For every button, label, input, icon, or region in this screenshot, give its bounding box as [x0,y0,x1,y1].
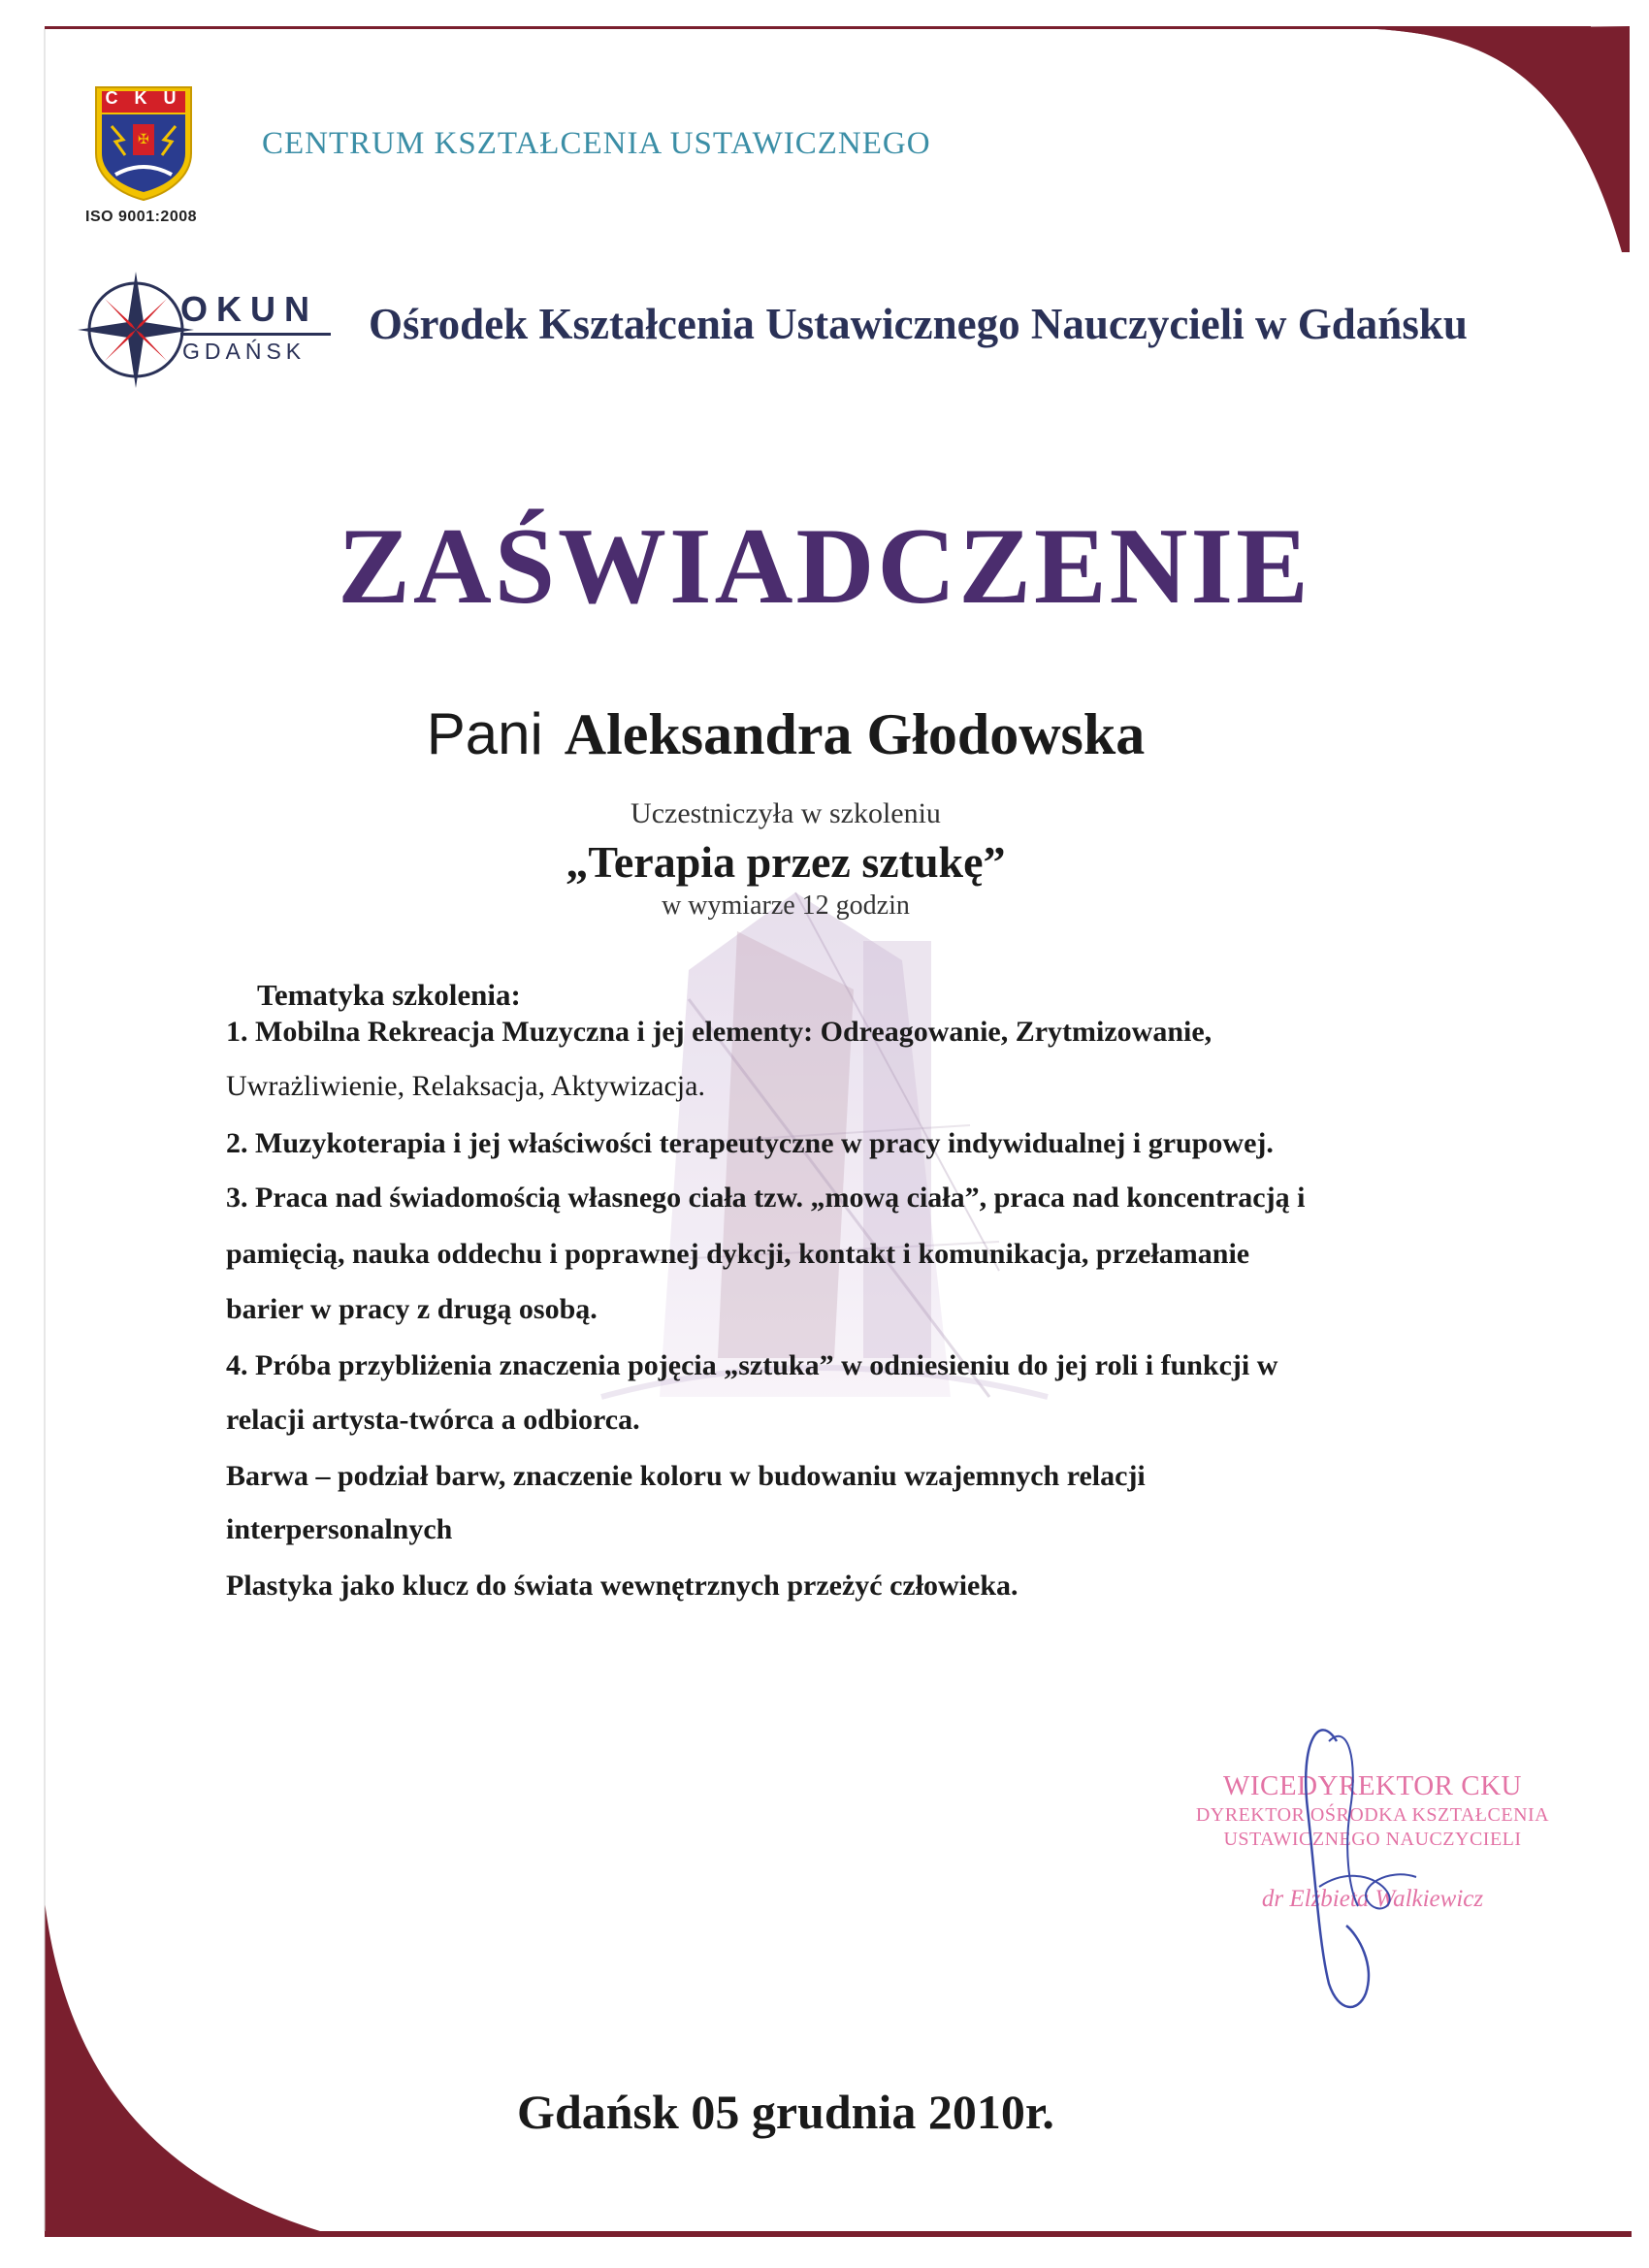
topic-line: relacji artysta-twórca a odbiorca. [226,1404,640,1436]
topic-line: 3. Praca nad świadomością własnego ciała tzw. „mową ciała”, praca nad koncentracją i [226,1182,1306,1214]
participation-text: Uczestniczyła w szkoleniu [630,797,941,829]
cku-logo-text: C K U [105,88,182,108]
stamp-signatory: dr Elżbieta Walkiewicz [1261,1886,1484,1912]
topic-line: interpersonalnych [226,1513,453,1545]
stamp-line-1: WICEDYREKTOR CKU [1223,1770,1522,1801]
course-duration: w wymiarze 12 godzin [662,891,910,921]
okun-institution-name: Ośrodek Kształcenia Ustawicznego Nauczycieli w Gdańsku [369,300,1468,348]
okun-city: GDAŃSK [182,339,307,364]
svg-text:✠: ✠ [138,132,149,147]
topic-line: barier w pracy z drugą osobą. [226,1293,598,1325]
certificate-title: ZAŚWIADCZENIE [338,506,1311,627]
course-name: „Terapia przez sztukę” [566,837,1006,887]
topics-heading: Tematyka szkolenia: [257,978,521,1012]
topic-line: 1. Mobilna Rekreacja Muzyczna i jej elementy: Odreagowanie, Zrytmizowanie, [226,1016,1212,1048]
cku-institution-name: CENTRUM KSZTAŁCENIA USTAWICZNEGO [262,126,931,161]
okun-divider [180,333,331,336]
topic-line: Plastyka jako klucz do świata wewnętrznych przeżyć człowieka. [226,1570,1018,1602]
topic-line: 2. Muzykoterapia i jej właściwości terapeutyczne w pracy indywidualnej i grupowej. [226,1127,1274,1159]
okun-wordmark: OKUN [180,289,318,329]
topic-line: 4. Próba przybliżenia znaczenia pojęcia „sztuka” w odniesieniu do jej roli i funkcji w [226,1349,1278,1381]
iso-certification-label: ISO 9001:2008 [85,209,198,225]
topic-line: pamięcią, nauka oddechu i poprawnej dykcji, kontakt i komunikacja, przełamanie [226,1238,1250,1270]
stamp-line-2: DYREKTOR OŚRODKA KSZTAŁCENIA [1195,1804,1550,1826]
topic-line: Uwrażliwienie, Relaksacja, Aktywizacja. [226,1070,705,1102]
place-and-date: Gdańsk 05 grudnia 2010r. [517,2085,1054,2139]
topic-line: Barwa – podział barw, znaczenie koloru w budowaniu wzajemnych relacji [226,1460,1146,1492]
recipient-line [0,700,1571,768]
handwritten-signature [1261,1702,1445,2023]
recipient-salutation: Pani [426,701,543,766]
stamp-line-3: USTAWICZNEGO NAUCZYCIELI [1223,1829,1522,1850]
recipient-name: Aleksandra Głodowska [564,702,1146,766]
